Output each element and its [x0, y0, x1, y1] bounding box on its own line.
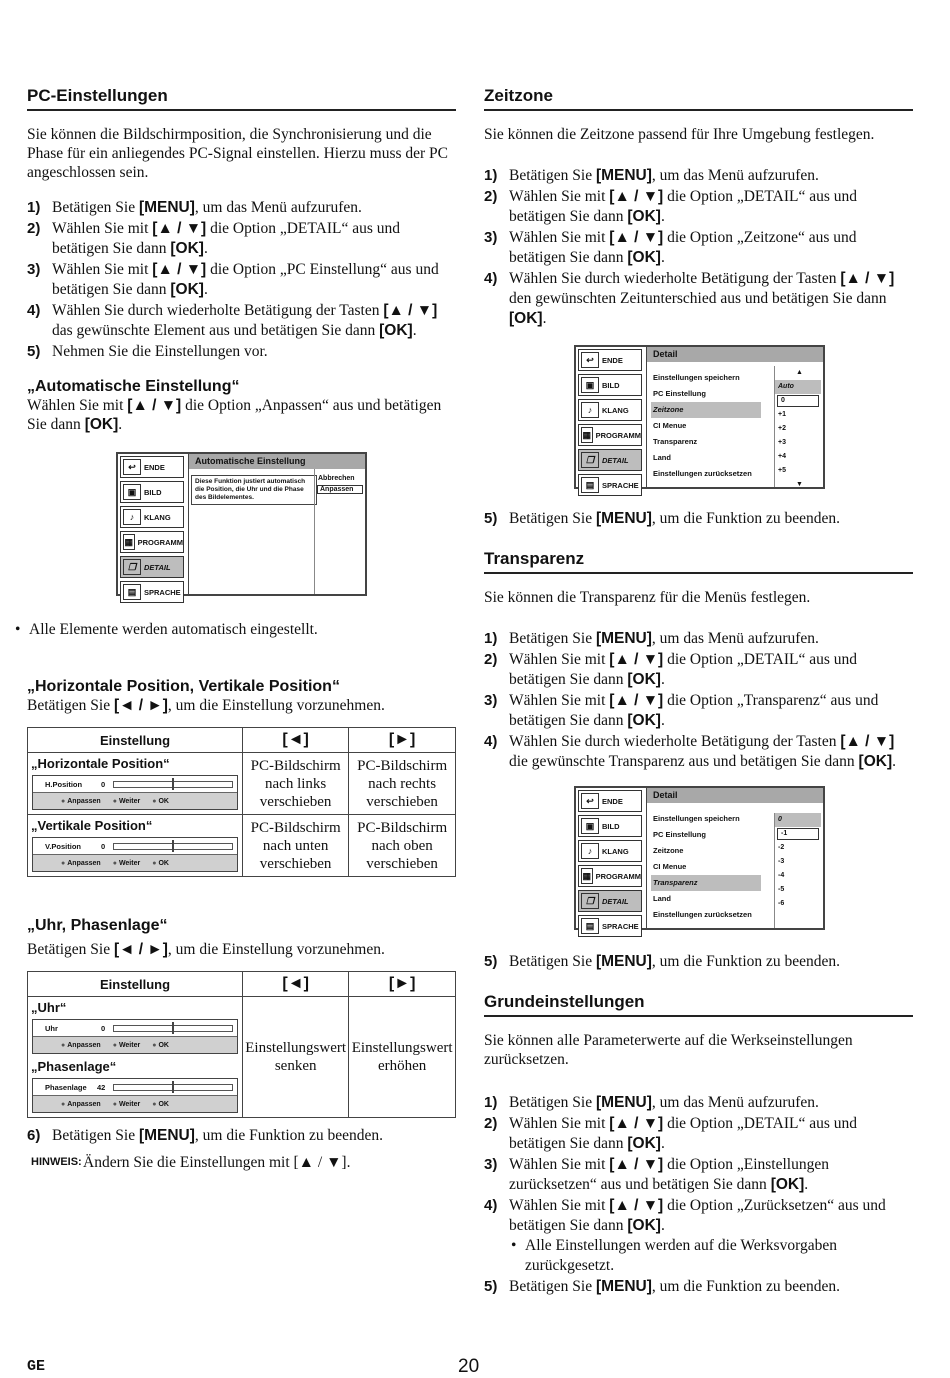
slider [113, 1025, 233, 1032]
return-icon: ↩ [581, 793, 599, 809]
row-name: „Phasenlage“ [31, 1059, 117, 1074]
auto-message: Diese Funktion justiert automatisch die Position, die Uhr und die Phase des Bildelementes. [191, 475, 317, 505]
menu-programm: ▦ PROGRAMM [120, 531, 184, 553]
osd-vposition: V.Position 0 ● Anpassen ● Weiter ● OK [32, 837, 238, 872]
note-icon: ♪ [123, 509, 141, 525]
page-number: 20 [458, 1356, 480, 1377]
row-name: „Uhr“ [31, 1000, 67, 1015]
pages-icon: ❐ [581, 893, 599, 909]
slider [113, 781, 233, 788]
menu-bild: ▣ BILD [120, 481, 184, 503]
pc-step: 4) Wählen Sie durch wiederholte Betätigung der Tasten [▲ / ▼] das gewünschte Element aus und betätigen Sie dann [OK]. [27, 302, 438, 339]
trans-step: 2) Wählen Sie mit [▲ / ▼] die Option „DETAIL“ aus und betätigen Sie dann [OK]. [484, 651, 857, 688]
uhr-text: Betätigen Sie [◄ / ►], um die Einstellung vorzunehmen. [27, 941, 385, 958]
cell-left: PC-Bildschirm nach links verschieben [243, 753, 349, 815]
menu-header: Detail [646, 788, 823, 803]
return-icon: ↩ [581, 352, 599, 368]
section-title-grund: Grundeinstellungen [484, 992, 913, 1017]
menu-header: Automatische Einstellung [188, 454, 365, 469]
osd-hposition: H.Position 0 ● Anpassen ● Weiter ● OK [32, 775, 238, 810]
zeit-step: 1) Betätigen Sie [MENU], um das Menü aufzurufen. [484, 167, 819, 184]
grund-step-5: 5) Betätigen Sie [MENU], um die Funktion zu beenden. [484, 1278, 841, 1295]
row-name: „Vertikale Position“ [31, 818, 153, 833]
grund-steps [484, 1093, 913, 1297]
grund-bullet: • Alle Einstellungen werden auf die Werksvorgaben zurückgesetzt. [509, 1236, 913, 1276]
cell-left: PC-Bildschirm nach unten verschieben [243, 815, 349, 877]
menu-sprache: ▤ SPRACHE [120, 581, 184, 603]
zeit-step: 2) Wählen Sie mit [▲ / ▼] die Option „DETAIL“ aus und betätigen Sie dann [OK]. [484, 188, 857, 225]
picture-icon: ▣ [123, 484, 141, 500]
trans-step: 3) Wählen Sie mit [▲ / ▼] die Option „Transparenz“ aus und betätigen Sie dann [OK]. [484, 692, 879, 729]
language-code: GE [27, 1358, 46, 1375]
trans-step: 4) Wählen Sie durch wiederholte Betätigung der Tasten [▲ / ▼] die gewünschte Transparenz aus und betätigen Sie dann [OK]. [484, 733, 896, 770]
menu-header: Detail [646, 347, 823, 362]
zeit-step: 4) Wählen Sie durch wiederholte Betätigung der Tasten [▲ / ▼] den gewünschten Zeitunterschied aus und betätigen Sie dann [OK]. [484, 270, 895, 327]
pc-step: 3) Wählen Sie mit [▲ / ▼] die Option „PC Einstellung“ aus und betätigen Sie dann [OK]. [27, 261, 439, 298]
trans-steps [484, 629, 913, 772]
pc-intro: Sie können die Bildschirmposition, die Synchronisierung und die Phase für ein anliegendes PC-Signal einstellen. Hierzu muss der PC angeschlossen sein. [27, 126, 449, 181]
trans-step-5: 5) Betätigen Sie [MENU], um die Funktion zu beenden. [484, 953, 841, 970]
menu-sidebar [120, 456, 184, 606]
section-title-transparenz: Transparenz [484, 549, 913, 574]
note-icon: ♪ [581, 402, 599, 418]
arrow-down-icon: ▼ [796, 481, 803, 488]
menu-klang: ♪ KLANG [120, 506, 184, 528]
auto-text: Wählen Sie mit [▲ / ▼] die Option „Anpassen“ aus und betätigen Sie dann [OK]. [27, 397, 442, 433]
return-icon: ↩ [123, 459, 141, 475]
trans-menu-screen: ↩ ENDE ▣ BILD ♪ KLANG ▦ PROGRAMM ❐ DETAIL ▤ SPRACHE Detail Einstellungen speichern PC Einstellung Zeitzone CI Menue Transparenz Land Einstellungen zurücksetzen 0 -1 -2 -3 -4 -5 -6 [574, 786, 825, 930]
picture-icon: ▣ [581, 818, 599, 834]
section-title-zeitzone: Zeitzone [484, 86, 913, 111]
hv-text: Betätigen Sie [◄ / ►], um die Einstellung vorzunehmen. [27, 697, 385, 714]
trans-step: 1) Betätigen Sie [MENU], um das Menü aufzurufen. [484, 630, 819, 647]
grund-intro: Sie können alle Parameterwerte auf die Werkseinstellungen zurücksetzen. [484, 1032, 853, 1068]
option-abbrechen: Abbrechen [318, 475, 355, 482]
cell-left: Einstellungswert senken [243, 997, 349, 1118]
grid-icon: ▦ [123, 534, 135, 550]
grid-icon: ▦ [581, 868, 593, 884]
hinweis: HINWEIS: Ändern Sie die Einstellungen mit [▲ / ▼]. [31, 1154, 351, 1171]
slider [113, 1084, 233, 1091]
zeit-steps [484, 166, 913, 329]
document-icon: ▤ [123, 584, 141, 600]
slider [113, 843, 233, 850]
left-column [27, 86, 456, 1172]
section-title-pc: PC-Einstellungen [27, 86, 456, 111]
hv-title: „Horizontale Position, Vertikale Position“ [27, 678, 340, 695]
zeit-intro: Sie können die Zeitzone passend für Ihre Umgebung festlegen. [484, 126, 875, 143]
pc-step: 2) Wählen Sie mit [▲ / ▼] die Option „DETAIL“ aus und betätigen Sie dann [OK]. [27, 220, 400, 257]
osd-phasenlage: Phasenlage 42 ● Anpassen ● Weiter ● OK [32, 1078, 238, 1113]
grund-step: 4) Wählen Sie mit [▲ / ▼] die Option „Zurücksetzen“ aus und betätigen Sie dann [OK]. • Alle Einstellungen werden auf die Werksvorgaben zurückgesetzt. [484, 1196, 913, 1276]
zeit-step: 3) Wählen Sie mit [▲ / ▼] die Option „Zeitzone“ aus und betätigen Sie dann [OK]. [484, 229, 857, 266]
pages-icon: ❐ [123, 559, 141, 575]
trans-intro: Sie können die Transparenz für die Menüs festlegen. [484, 589, 811, 606]
zeit-menu-screen: ↩ ENDE ▣ BILD ♪ KLANG ▦ PROGRAMM ❐ DETAIL ▤ SPRACHE Detail Einstellungen speichern PC Einstellung Zeitzone CI Menue Transparenz Land Einstellungen zurücksetzen ▲ Auto 0 +1 +2 +3 +4 +5 ▼ [574, 345, 825, 489]
document-icon: ▤ [581, 918, 599, 934]
th-einstellung: Einstellung [28, 972, 243, 997]
menu-ende: ↩ ENDE [120, 456, 184, 478]
th-einstellung: Einstellung [28, 728, 243, 753]
zeit-step-5: 5) Betätigen Sie [MENU], um die Funktion zu beenden. [484, 510, 841, 527]
grund-step: 1) Betätigen Sie [MENU], um das Menü aufzurufen. [484, 1094, 819, 1111]
grund-step: 2) Wählen Sie mit [▲ / ▼] die Option „DETAIL“ aus und betätigen Sie dann [OK]. [484, 1115, 857, 1152]
osd-uhr: Uhr 0 ● Anpassen ● Weiter ● OK [32, 1019, 238, 1054]
auto-bullet: • Alle Elemente werden automatisch eingestellt. [13, 620, 456, 640]
th-right: [►] [349, 728, 456, 753]
uhr-table [27, 971, 456, 1118]
auto-menu-screen [116, 452, 367, 596]
auto-title: „Automatische Einstellung“ [27, 378, 240, 395]
hinweis-label: HINWEIS: [31, 1156, 82, 1168]
th-left: [◄] [243, 972, 349, 997]
pages-icon: ❐ [581, 452, 599, 468]
cell-right: PC-Bildschirm nach rechts verschieben [349, 753, 456, 815]
cell-right: PC-Bildschirm nach oben verschieben [349, 815, 456, 877]
option-anpassen: Anpassen [317, 485, 363, 494]
grid-icon: ▦ [581, 427, 593, 443]
pc-steps [27, 198, 456, 362]
row-name: „Horizontale Position“ [31, 756, 170, 771]
hv-table [27, 727, 456, 877]
picture-icon: ▣ [581, 377, 599, 393]
pc-step: 5) Nehmen Sie die Einstellungen vor. [27, 343, 268, 360]
menu-detail: ❐ DETAIL [120, 556, 184, 578]
pc-step-6: 6) Betätigen Sie [MENU], um die Funktion zu beenden. [27, 1127, 384, 1144]
note-icon: ♪ [581, 843, 599, 859]
uhr-title: „Uhr, Phasenlage“ [27, 917, 168, 934]
pc-step: 1) Betätigen Sie [MENU], um das Menü aufzurufen. [27, 199, 362, 216]
arrow-up-icon: ▲ [796, 369, 803, 376]
th-left: [◄] [243, 728, 349, 753]
th-right: [►] [349, 972, 456, 997]
cell-right: Einstellungswert erhöhen [349, 997, 456, 1118]
document-icon: ▤ [581, 477, 599, 493]
grund-step: 3) Wählen Sie mit [▲ / ▼] die Option „Einstellungen zurücksetzen“ aus und betätigen Sie dann [OK]. [484, 1156, 829, 1193]
right-column [484, 86, 913, 1298]
